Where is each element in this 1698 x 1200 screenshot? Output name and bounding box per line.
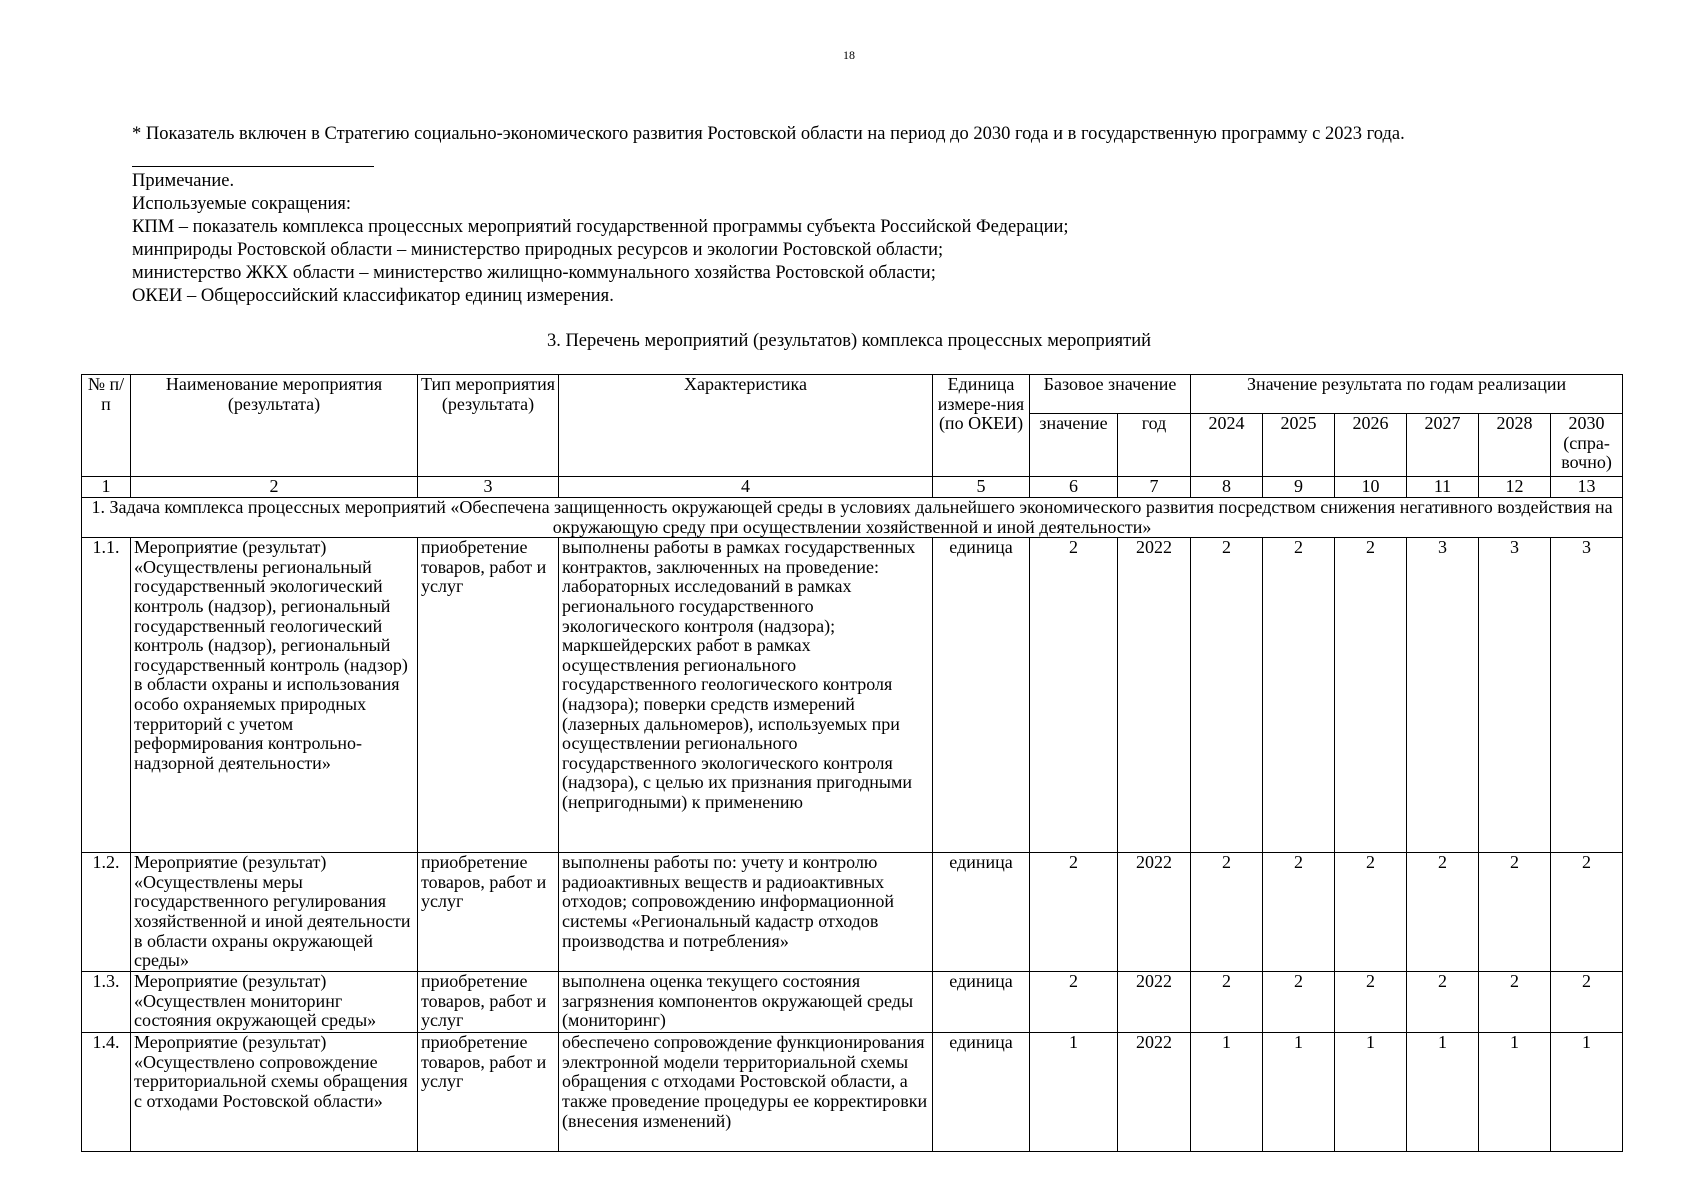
row-value-2027: 2: [1407, 972, 1479, 1033]
row-base-value: 1: [1030, 1033, 1118, 1152]
row-num: 1.3.: [82, 972, 131, 1033]
header-year-2030: 2030 (спра-вочно): [1551, 414, 1623, 477]
row-value-2024: 2: [1191, 538, 1263, 853]
row-value-2024: 2: [1191, 853, 1263, 972]
header-base-value-group: Базовое значение: [1030, 375, 1191, 414]
row-value-2027: 2: [1407, 853, 1479, 972]
row-name: Мероприятие (результат) «Осуществлен мониторинг состояния окружающей среды»: [131, 972, 418, 1033]
row-num: 1.1.: [82, 538, 131, 853]
row-value-2028: 2: [1479, 972, 1551, 1033]
column-number: 10: [1335, 477, 1407, 498]
row-value-2030: 2: [1551, 853, 1623, 972]
row-characteristic: обеспечено сопровождение функционирования электронной модели территориальной схемы обращения с отходами Ростовской области, а также проведение процедуры ее корректировки (внесения изменений): [559, 1033, 933, 1152]
header-year-2025: 2025: [1263, 414, 1335, 477]
header-year-2024: 2024: [1191, 414, 1263, 477]
table-row: [82, 972, 1623, 1033]
row-value-2030: 2: [1551, 972, 1623, 1033]
row-unit: единица: [933, 1033, 1030, 1152]
row-base-year: 2022: [1118, 538, 1191, 853]
column-number: 2: [131, 477, 418, 498]
task-title: 1. Задача комплекса процессных мероприятий «Обеспечена защищенность окружающей среды в условиях дальнейшего экономического развития посредством снижения негативного воздействия на окружающую среду при осуществлении хозяйственной и иной деятельности»: [82, 498, 1623, 538]
row-value-2025: 1: [1263, 1033, 1335, 1152]
row-unit: единица: [933, 853, 1030, 972]
column-numbers-row: [82, 477, 1623, 498]
row-base-value: 2: [1030, 538, 1118, 853]
header-type: Тип мероприятия (результата): [418, 375, 559, 477]
row-value-2027: 3: [1407, 538, 1479, 853]
row-value-2025: 2: [1263, 972, 1335, 1033]
table-row: [82, 1033, 1623, 1152]
column-number: 3: [418, 477, 559, 498]
row-base-value: 2: [1030, 972, 1118, 1033]
row-unit: единица: [933, 538, 1030, 853]
column-number: 8: [1191, 477, 1263, 498]
abbreviation-item: ОКЕИ – Общероссийский классификатор единиц измерения.: [132, 286, 614, 306]
row-value-2024: 2: [1191, 972, 1263, 1033]
header-unit: Единица измере-ния (по ОКЕИ): [933, 375, 1030, 477]
row-name: Мероприятие (результат) «Осуществлено сопровождение территориальной схемы обращения с отходами Ростовской области»: [131, 1033, 418, 1152]
header-num: № п/п: [82, 375, 131, 477]
column-number: 13: [1551, 477, 1623, 498]
task-row: [82, 498, 1623, 538]
row-type: приобретение товаров, работ и услуг: [418, 972, 559, 1033]
row-num: 1.4.: [82, 1033, 131, 1152]
row-value-2026: 2: [1335, 972, 1407, 1033]
abbreviations-title: Используемые сокращения:: [132, 194, 352, 214]
row-value-2030: 3: [1551, 538, 1623, 853]
header-base-year: год: [1118, 414, 1191, 477]
row-type: приобретение товаров, работ и услуг: [418, 853, 559, 972]
row-value-2024: 1: [1191, 1033, 1263, 1152]
header-characteristic: Характеристика: [559, 375, 933, 477]
row-value-2026: 2: [1335, 538, 1407, 853]
abbreviation-item: минприроды Ростовской области – министерство природных ресурсов и экологии Ростовской области;: [132, 240, 944, 260]
footnote: * Показатель включен в Стратегию социально-экономического развития Ростовской области на период до 2030 года и в государственную программу с 2023 года.: [132, 124, 1405, 144]
abbreviation-item: министерство ЖКХ области – министерство жилищно-коммунального хозяйства Ростовской области;: [132, 263, 936, 283]
row-type: приобретение товаров, работ и услуг: [418, 538, 559, 853]
row-name: Мероприятие (результат) «Осуществлены меры государственного регулирования хозяйственной и иной деятельности в области охраны окружающей среды»: [131, 853, 418, 972]
column-number: 9: [1263, 477, 1335, 498]
measures-table: [81, 374, 1623, 1152]
row-name: Мероприятие (результат) «Осуществлены региональный государственный экологический контроль (надзор), региональный государственный геологический контроль (надзор), региональный государственный контроль (надзор) в области охраны и использования особо охраняемых природных территорий с учетом реформирования контрольно-надзорной деятельности»: [131, 538, 418, 853]
row-base-value: 2: [1030, 853, 1118, 972]
row-characteristic: выполнены работы в рамках государственных контрактов, заключенных на проведение: лабораторных исследований в рамках регионального государственного экологического контроля (надзора); маркшейдерских работ в рамках осуществления регионального государственного геологического контроля (надзора); поверки средств измерений (лазерных дальномеров), используемых при осуществлении регионального государственного экологического контроля (надзора), с целью их признания пригодными (непригодными) к применению: [559, 538, 933, 853]
section-title: 3. Перечень мероприятий (результатов) комплекса процессных мероприятий: [546, 331, 1152, 351]
row-value-2026: 2: [1335, 853, 1407, 972]
row-type: приобретение товаров, работ и услуг: [418, 1033, 559, 1152]
notes-block: [132, 170, 1069, 308]
row-unit: единица: [933, 972, 1030, 1033]
column-number: 12: [1479, 477, 1551, 498]
row-value-2028: 2: [1479, 853, 1551, 972]
row-value-2028: 1: [1479, 1033, 1551, 1152]
header-name: Наименование мероприятия (результата): [131, 375, 418, 477]
column-number: 7: [1118, 477, 1191, 498]
page-number: 18: [843, 48, 855, 62]
column-number: 5: [933, 477, 1030, 498]
notes-title: Примечание.: [132, 171, 235, 191]
header-year-2028: 2028: [1479, 414, 1551, 477]
table-row: [82, 853, 1623, 972]
row-value-2028: 3: [1479, 538, 1551, 853]
header-base-value: значение: [1030, 414, 1118, 477]
column-number: 11: [1407, 477, 1479, 498]
table-row: [82, 538, 1623, 853]
row-characteristic: выполнена оценка текущего состояния загрязнения компонентов окружающей среды (мониторинг): [559, 972, 933, 1033]
column-number: 1: [82, 477, 131, 498]
abbreviation-item: КПМ – показатель комплекса процессных мероприятий государственной программы субъекта Российской Федерации;: [132, 217, 1069, 237]
footnote-divider: [132, 166, 374, 167]
row-value-2027: 1: [1407, 1033, 1479, 1152]
row-base-year: 2022: [1118, 972, 1191, 1033]
row-value-2025: 2: [1263, 538, 1335, 853]
header-year-2027: 2027: [1407, 414, 1479, 477]
table-header-row: [82, 375, 1623, 414]
row-base-year: 2022: [1118, 1033, 1191, 1152]
row-value-2026: 1: [1335, 1033, 1407, 1152]
row-num: 1.2.: [82, 853, 131, 972]
row-value-2025: 2: [1263, 853, 1335, 972]
row-characteristic: выполнены работы по: учету и контролю радиоактивных веществ и радиоактивных отходов; сопровождению информационной системы «Региональный кадастр отходов производства и потребления»: [559, 853, 933, 972]
header-year-2026: 2026: [1335, 414, 1407, 477]
row-value-2030: 1: [1551, 1033, 1623, 1152]
column-number: 6: [1030, 477, 1118, 498]
header-result-group: Значение результата по годам реализации: [1191, 375, 1623, 414]
column-number: 4: [559, 477, 933, 498]
row-base-year: 2022: [1118, 853, 1191, 972]
